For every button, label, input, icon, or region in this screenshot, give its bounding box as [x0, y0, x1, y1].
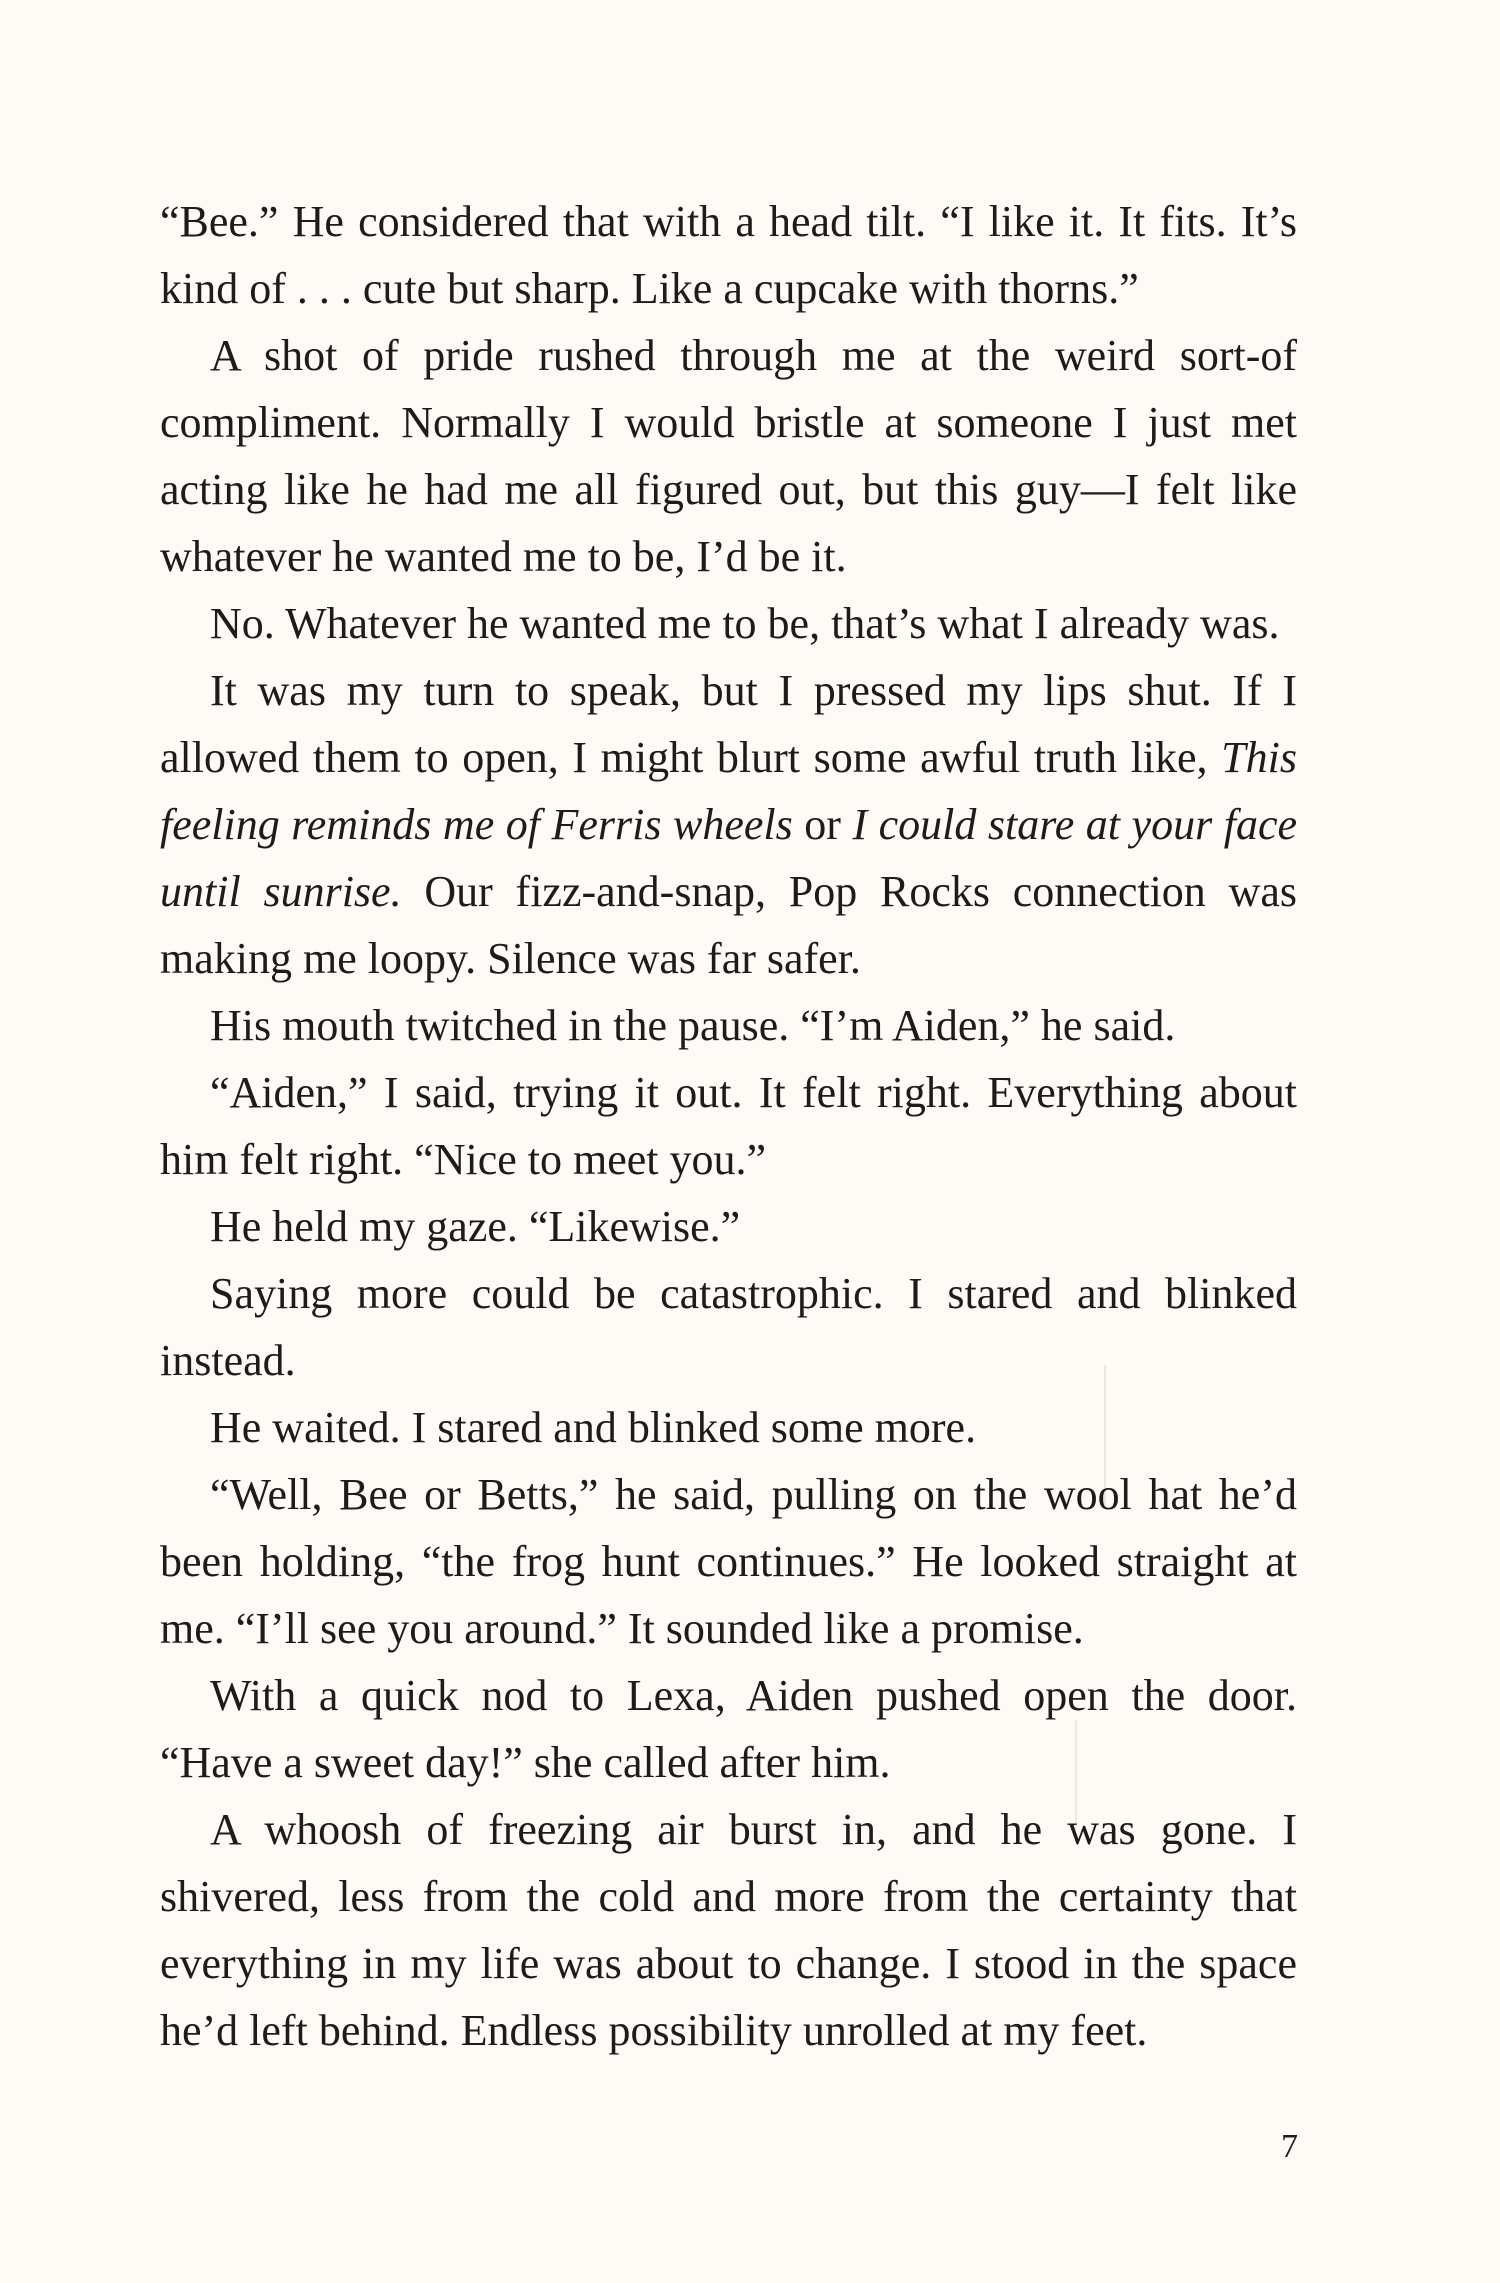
paragraph: “Bee.” He considered that with a head tilt. “I like it. It fits. It’s kind of . . . cute but sharp. Like a cupcake with thorns.”: [160, 197, 1297, 313]
paragraph-text: or: [792, 800, 853, 849]
paragraph: With a quick nod to Lexa, Aiden pushed open the door. “Have a sweet day!” she called after him.: [160, 1671, 1297, 1787]
paragraph-text: Our fizz-and-snap, Pop Rocks connection was making me loopy. Silence was far safer.: [160, 867, 1297, 983]
paragraph: “Aiden,” I said, trying it out. It felt right. Everything about him felt right. “Nice to meet you.”: [160, 1068, 1297, 1184]
paragraph: “Well, Bee or Betts,” he said, pulling on the wool hat he’d been holding, “the frog hunt continues.” He looked straight at me. “I’ll see you around.” It sounded like a promise.: [160, 1470, 1297, 1653]
paragraph-text: It was my turn to speak, but I pressed my lips shut. If I allowed them to open, I might blurt some awful truth like,: [160, 666, 1297, 782]
paragraph: His mouth twitched in the pause. “I’m Aiden,” he said.: [210, 1001, 1176, 1050]
body-text: [160, 188, 1297, 2064]
paragraph: [160, 657, 1297, 992]
paragraph: A shot of pride rushed through me at the weird sort-of compliment. Normally I would bristle at someone I just met acting like he had me all figured out, but this guy—I felt like whatever he wanted me to be, I’d be it.: [160, 331, 1297, 581]
paragraph: A whoosh of freezing air burst in, and he was gone. I shivered, less from the cold and more from the certainty that everything in my life was about to change. I stood in the space he’d left behind. Endless possibility unrolled at my feet.: [160, 1805, 1297, 2055]
paragraph: He held my gaze. “Likewise.”: [210, 1202, 741, 1251]
paragraph: No. Whatever he wanted me to be, that’s what I already was.: [210, 599, 1280, 648]
paragraph: He waited. I stared and blinked some more.: [210, 1403, 977, 1452]
italic-thought: This feeling reminds me of Ferris wheels: [160, 733, 1297, 849]
page-number: 7: [1281, 2128, 1298, 2165]
italic-thought: I could stare at your face until sunrise.: [160, 800, 1297, 916]
paragraph: Saying more could be catastrophic. I stared and blinked instead.: [160, 1269, 1297, 1385]
